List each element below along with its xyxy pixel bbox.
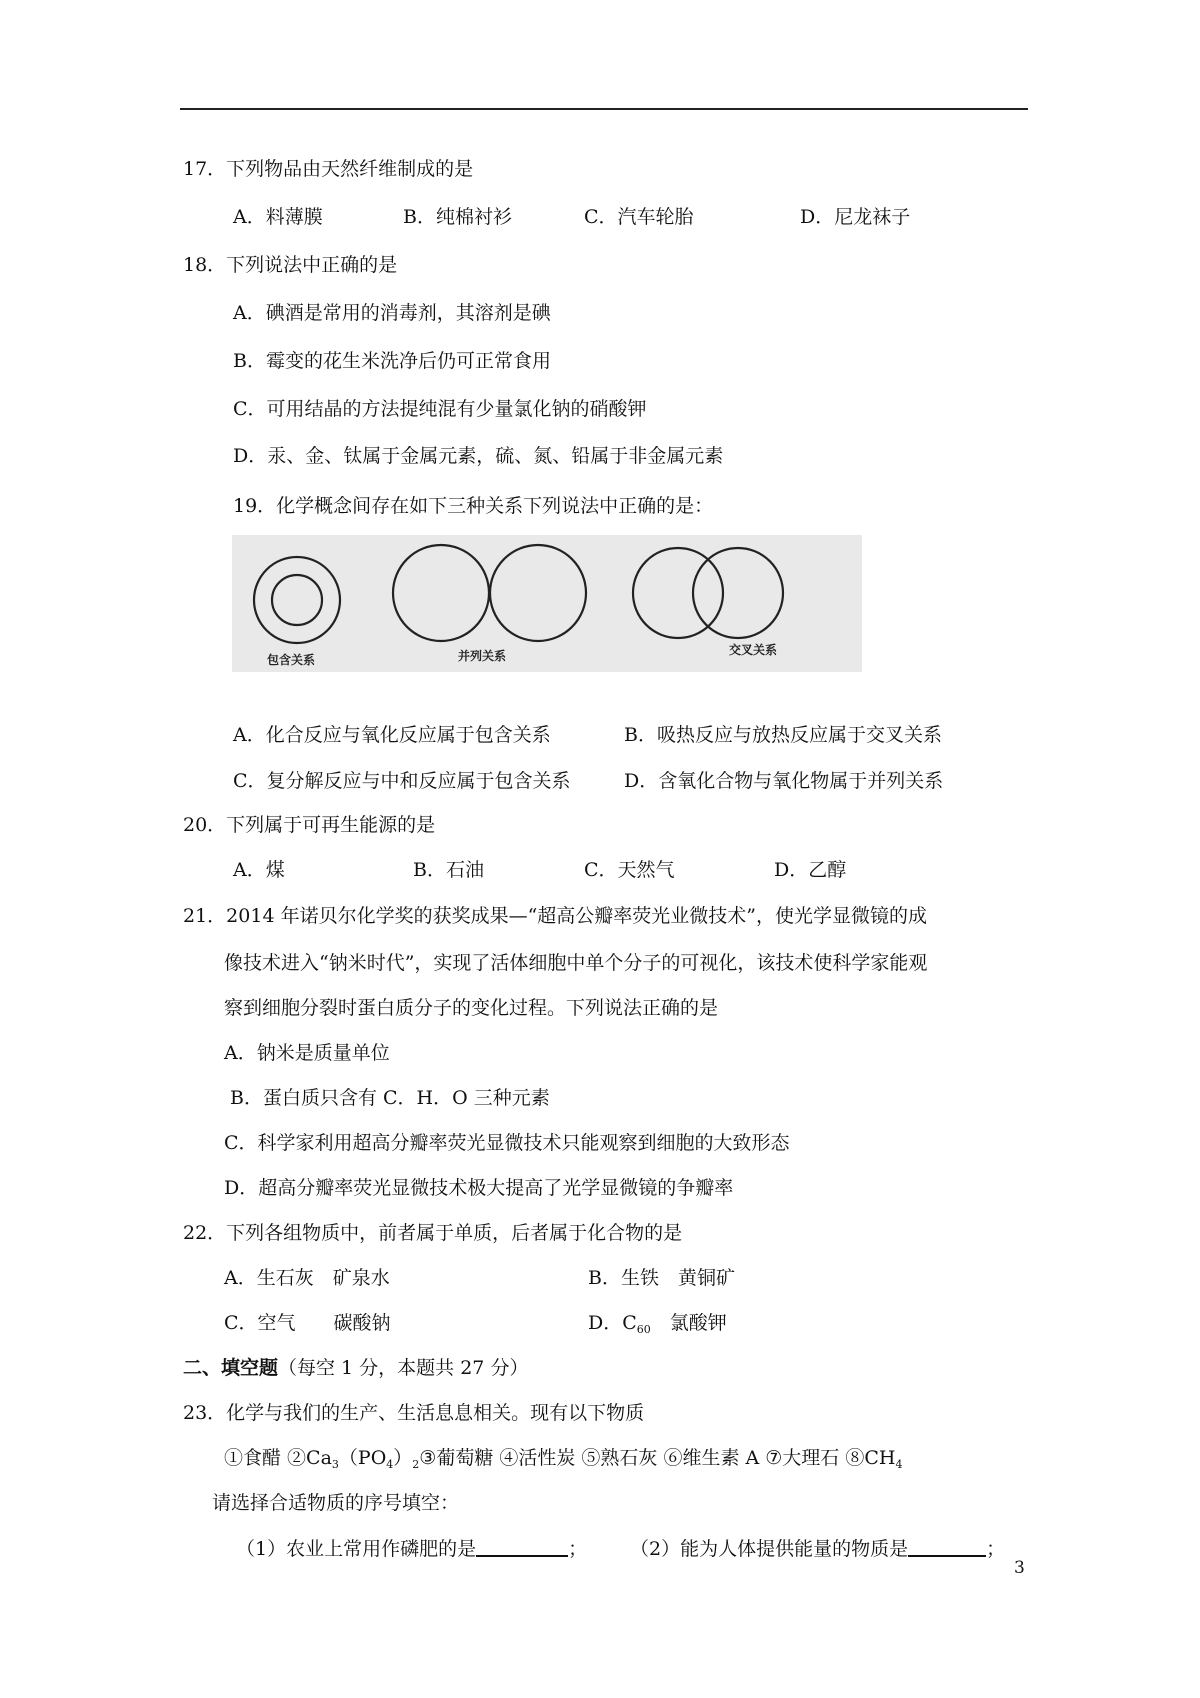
section-2-heading	[183, 1355, 528, 1381]
q23-part-2-blank[interactable]	[908, 1537, 986, 1557]
q17-option-a: A．料薄膜	[233, 206, 323, 228]
q18-option-c: C．可用结晶的方法提纯混有少量氯化钠的硝酸钾	[233, 398, 647, 420]
q23-part-2	[630, 1536, 1005, 1562]
q21-option-c: C．科学家利用超高分瓣率荧光显微技术只能观察到细胞的大致形态	[224, 1132, 790, 1154]
q23-items-c: ）	[393, 1447, 413, 1469]
q22-d-rest: 氯酸钾	[650, 1312, 727, 1334]
q19-option-b: B．吸热反应与放热反应属于交叉关系	[624, 724, 942, 746]
q23-part-2-end: ；	[986, 1538, 1006, 1560]
q22-option-d	[588, 1310, 727, 1343]
q18-option-b: B．霉变的花生米洗净后仍可正常食用	[233, 350, 551, 372]
q21-stem-line-2: 像技术进入“钠米时代”，实现了活体细胞中单个分子的可视化，该技术使科学家能观	[224, 952, 928, 974]
q17-option-b: B．纯棉衬衫	[403, 206, 512, 228]
q18-option-a: A．碘酒是常用的消毒剂，其溶剂是碘	[233, 302, 551, 324]
q22-stem: 22．下列各组物质中，前者属于单质，后者属于化合物的是	[183, 1222, 683, 1244]
q22-option-b: B．生铁 黄铜矿	[588, 1267, 735, 1289]
q22-option-c: C．空气 碳酸钠	[224, 1312, 391, 1334]
q23-part-1-end: ；	[568, 1538, 588, 1560]
q23-sub-4: 4	[895, 1458, 903, 1471]
q23-items-a: ①食醋 ②Ca	[224, 1447, 332, 1469]
q18-option-d: D．汞、金、钛属于金属元素，硫、氮、铅属于非金属元素	[233, 445, 724, 467]
label-intersect: 交叉关系	[729, 643, 778, 657]
q23-sub-1: 3	[331, 1458, 339, 1471]
parallel-left-circle	[393, 545, 489, 641]
parallel-right-circle	[490, 545, 586, 641]
intersect-right-circle	[693, 548, 783, 638]
q23-items-d: ③葡萄糖 ④活性炭 ⑤熟石灰 ⑥维生素 A ⑦大理石 ⑧CH	[419, 1447, 896, 1469]
inclusion-outer-circle	[254, 557, 340, 643]
q17-option-d: D．尼龙袜子	[800, 206, 911, 228]
intersect-left-circle	[633, 548, 723, 638]
page-number: 3	[1014, 1558, 1025, 1578]
header-rule	[180, 108, 1028, 110]
q23-part-1-blank[interactable]	[476, 1537, 568, 1557]
q23-instruction: 请选择合适物质的序号填空：	[212, 1492, 460, 1514]
q19-stem: 19．化学概念间存在如下三种关系下列说法中正确的是：	[233, 495, 714, 517]
q23-substance-list	[224, 1445, 902, 1478]
q23-items-b: （PO	[338, 1447, 387, 1469]
q20-option-c: C．天然气	[584, 859, 675, 881]
q21-option-b: B．蛋白质只含有 C．H．O 三种元素	[230, 1087, 550, 1109]
section-2-note: （每空 1 分，本题共 27 分）	[278, 1357, 529, 1379]
q20-option-a: A．煤	[233, 859, 285, 881]
q19-option-c: C．复分解反应与中和反应属于包含关系	[233, 770, 571, 792]
q17-option-c: C．汽车轮胎	[584, 206, 694, 228]
q17-stem: 17．下列物品由天然纤维制成的是	[183, 158, 474, 180]
q21-stem-line-3: 察到细胞分裂时蛋白质分子的变化过程。下列说法正确的是	[224, 997, 719, 1019]
q22-d-prefix: D．C	[588, 1312, 637, 1334]
q21-option-d: D．超高分瓣率荧光显微技术极大提高了光学显微镜的争瓣率	[224, 1177, 734, 1199]
q20-option-b: B．石油	[413, 859, 484, 881]
relationship-diagram	[232, 535, 862, 672]
label-parallel: 并列关系	[458, 649, 507, 663]
q23-stem: 23．化学与我们的生产、生活息息相关。现有以下物质	[183, 1402, 645, 1424]
q23-part-1-text: （1）农业上常用作磷肥的是	[236, 1538, 477, 1560]
q21-option-a: A．钠米是质量单位	[224, 1042, 390, 1064]
q21-stem-line-1: 21．2014 年诺贝尔化学奖的获奖成果—“超高公瓣率荧光业微技术”，使光学显微镜的成	[183, 905, 927, 927]
q19-option-a: A．化合反应与氧化反应属于包含关系	[233, 724, 551, 746]
label-inclusion: 包含关系	[267, 653, 316, 667]
q18-stem: 18．下列说法中正确的是	[183, 254, 398, 276]
q23-part-1	[236, 1536, 587, 1562]
q22-option-a: A．生石灰 矿泉水	[224, 1267, 390, 1289]
q20-option-d: D．乙醇	[774, 859, 847, 881]
section-2-title: 二、填空题	[183, 1357, 279, 1379]
q20-stem: 20．下列属于可再生能源的是	[183, 814, 436, 836]
q22-d-subscript: 60	[636, 1323, 651, 1336]
inclusion-inner-circle	[272, 575, 322, 625]
q23-sub-3: 2	[412, 1458, 420, 1471]
q19-option-d: D．含氧化合物与氧化物属于并列关系	[624, 770, 944, 792]
q23-part-2-text: （2）能为人体提供能量的物质是	[630, 1538, 909, 1560]
q23-sub-2: 4	[386, 1458, 394, 1471]
